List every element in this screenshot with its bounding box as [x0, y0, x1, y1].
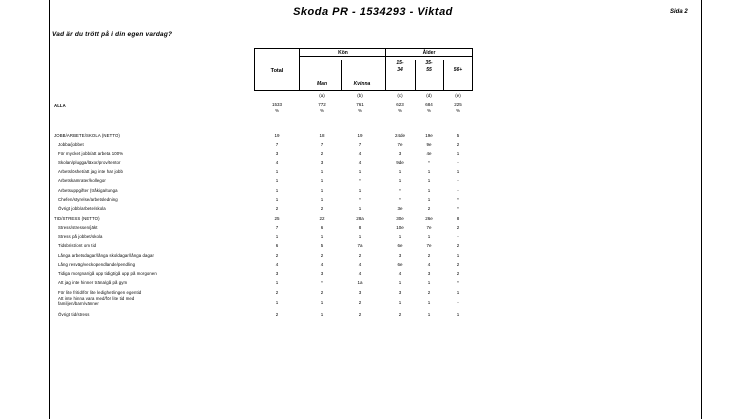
table-cell: 1	[358, 234, 362, 239]
table-cell: 28a	[356, 216, 364, 221]
table-cell: 1	[275, 188, 279, 193]
table-cell: 3	[320, 160, 324, 165]
table-cell: 6e	[397, 262, 403, 267]
table-cell: 3e	[397, 206, 403, 211]
alla-percent: %	[398, 108, 402, 113]
table-cell: -	[457, 178, 459, 183]
table-cell: 2	[358, 253, 362, 258]
table-cell: 2	[456, 243, 460, 248]
table-cell: 8	[358, 225, 362, 230]
table-cell: 2	[358, 312, 362, 317]
table-cell: 1	[456, 253, 460, 258]
table-cell: -	[457, 234, 459, 239]
header-35-55-b: 55	[426, 67, 432, 73]
table-cell: 2	[320, 151, 324, 156]
table-cell: 4	[275, 262, 279, 267]
table-cell: 1	[456, 169, 460, 174]
table-cell: 4	[358, 160, 362, 165]
table-cell: 1	[275, 300, 279, 305]
table-cell: 2	[320, 206, 324, 211]
table-cell: 3	[398, 151, 402, 156]
table-cell: 19	[274, 133, 280, 138]
alla-value: 225	[454, 102, 462, 107]
table-cell: *	[457, 206, 459, 211]
header-kon: Kön	[338, 50, 348, 56]
table-cell: 7	[358, 142, 362, 147]
table-cell: 7	[275, 142, 279, 147]
table-cell: 4	[275, 160, 279, 165]
alla-value: 623	[396, 102, 404, 107]
table-line	[254, 90, 473, 91]
table-cell: 22	[319, 216, 325, 221]
table-cell: 4	[358, 262, 362, 267]
row-label: Stress på jobbet/skola	[58, 234, 103, 239]
header-56: 56+	[453, 67, 463, 73]
table-cell: 2	[398, 312, 402, 317]
table-cell: 1	[398, 234, 402, 239]
table-cell: 1	[275, 234, 279, 239]
table-cell: 24de	[394, 133, 405, 138]
table-cell: *	[457, 197, 459, 202]
row-label: Jobba/jobbet	[58, 142, 84, 147]
table-line	[443, 60, 444, 90]
table-cell: 1	[456, 312, 460, 317]
row-label: Tidiga morgnar/gå upp tidigt/gå upp på morgonen	[58, 271, 157, 276]
table-cell: 1	[358, 188, 362, 193]
table-cell: 2	[275, 206, 279, 211]
table-cell: 7a	[357, 243, 363, 248]
header-alder: Ålder	[422, 50, 436, 56]
table-cell: 3	[398, 253, 402, 258]
table-cell: 19e	[425, 133, 433, 138]
column-letter: (a)	[319, 93, 325, 98]
table-line	[254, 48, 255, 91]
table-cell: 1	[275, 197, 279, 202]
row-label: Arbetskamrater/kollegor	[58, 178, 106, 183]
table-cell: 7	[275, 225, 279, 230]
row-label: Arbetsuppgifter (tråkiga/tunga	[58, 188, 118, 193]
page-border-right	[701, 0, 702, 419]
table-cell: 10e	[396, 225, 404, 230]
row-label: För mycket jobb/att arbeta 100%	[58, 151, 124, 156]
table-cell: 4	[398, 271, 402, 276]
table-cell: 1	[320, 312, 324, 317]
table-cell: -	[457, 188, 459, 193]
table-cell: 1	[456, 290, 460, 295]
table-cell: 1	[427, 234, 431, 239]
table-cell: 2	[275, 290, 279, 295]
row-label: Tidsbrist/ont om tid	[58, 243, 97, 248]
table-line	[299, 56, 472, 57]
table-cell: 4	[358, 271, 362, 276]
table-cell: 1	[320, 188, 324, 193]
table-cell: 26e	[425, 216, 433, 221]
table-cell: 2	[427, 253, 431, 258]
table-cell: 5	[320, 243, 324, 248]
page-border-left	[49, 0, 50, 419]
row-label: JOBB/ARBETE/SKOLA (NETTO)	[54, 133, 120, 138]
alla-percent: %	[275, 108, 279, 113]
table-cell: 1	[427, 197, 431, 202]
table-line	[299, 48, 300, 91]
row-label: TID/STRESS (NETTO)	[54, 216, 100, 221]
table-cell: *	[359, 197, 361, 202]
table-cell: 18	[319, 133, 325, 138]
table-cell: *	[359, 178, 361, 183]
table-cell: -	[457, 160, 459, 165]
table-cell: 7e	[426, 243, 432, 248]
table-cell: 25	[274, 216, 280, 221]
table-cell: *	[399, 197, 401, 202]
alla-percent: %	[320, 108, 324, 113]
table-cell: 3	[275, 151, 279, 156]
table-cell: *	[399, 188, 401, 193]
row-label-line: Att inte hinna vara med/för lite tid med	[58, 296, 135, 301]
table-cell: 1	[398, 280, 402, 285]
table-line	[415, 60, 416, 90]
table-cell: 1	[427, 178, 431, 183]
page-number: Sida 2	[670, 9, 688, 15]
column-letter: (d)	[426, 93, 432, 98]
table-cell: 19	[357, 133, 363, 138]
row-label: Övrigt tid/stress	[58, 312, 90, 317]
table-cell: *	[457, 280, 459, 285]
table-cell: 2	[427, 206, 431, 211]
table-cell: 4	[427, 262, 431, 267]
header-total: Total	[270, 68, 284, 74]
table-cell: 1	[358, 206, 362, 211]
table-cell: 1	[427, 312, 431, 317]
table-cell: 2	[320, 253, 324, 258]
table-cell: 1	[398, 169, 402, 174]
report-title: Skoda PR - 1534293 - Viktad	[293, 6, 453, 18]
alla-value: 684	[425, 102, 433, 107]
row-label: För lite fritid/för lite ledighet/ingen egentid	[58, 290, 142, 295]
table-cell: 2	[358, 300, 362, 305]
row-label	[58, 296, 134, 306]
column-letter: (e)	[455, 93, 461, 98]
table-cell: 7e	[397, 142, 403, 147]
alla-value: 1533	[271, 102, 282, 107]
table-cell: 4	[358, 151, 362, 156]
header-35-55-a: 35-	[425, 60, 433, 66]
table-cell: 9de	[396, 160, 404, 165]
row-label: Chefen/styrelse/arbetsledning	[58, 197, 118, 202]
table-cell: 1	[320, 178, 324, 183]
table-cell: 3	[320, 271, 324, 276]
row-label: Skolan/plugga/läxor/prov/tentor	[58, 160, 121, 165]
table-cell: 1	[427, 300, 431, 305]
table-cell: -	[457, 300, 459, 305]
table-cell: 1	[275, 169, 279, 174]
table-cell: 1	[398, 300, 402, 305]
table-cell: 7e	[426, 225, 432, 230]
header-15-34-b: 34	[397, 67, 403, 73]
header-15-34-a: 15-	[396, 60, 404, 66]
alla-percent: %	[456, 108, 460, 113]
table-cell: 1	[275, 178, 279, 183]
table-cell: *	[321, 280, 323, 285]
table-cell: 2	[275, 312, 279, 317]
alla-value: 772	[318, 102, 326, 107]
row-label: Långa arbetsdagar/långa skoldagar/långa dagar	[58, 253, 154, 258]
table-cell: 3	[275, 271, 279, 276]
table-cell: 1a	[357, 280, 363, 285]
row-label: Att jag inte hinner träna/gå på gym	[58, 280, 128, 285]
table-cell: 2	[320, 290, 324, 295]
table-line	[341, 60, 342, 90]
table-cell: 1	[358, 169, 362, 174]
table-cell: 3	[427, 271, 431, 276]
table-cell: 6e	[397, 243, 403, 248]
table-cell: 30e	[396, 216, 404, 221]
row-label: Stress/stressen/jäkt	[58, 225, 98, 230]
table-cell: 4	[320, 262, 324, 267]
table-cell: 3	[358, 290, 362, 295]
table-line	[254, 48, 473, 49]
alla-value: 761	[356, 102, 364, 107]
table-cell: 1	[320, 234, 324, 239]
row-label: Arbetslöshet/att jag inte har jobb	[58, 169, 124, 174]
table-cell: 2	[456, 225, 460, 230]
table-cell: 1	[427, 169, 431, 174]
table-cell: 1	[427, 280, 431, 285]
table-cell: 2	[456, 271, 460, 276]
table-cell: 2	[456, 142, 460, 147]
table-cell: 1	[320, 300, 324, 305]
table-cell: 6	[275, 243, 279, 248]
table-cell: 4e	[426, 151, 432, 156]
header-kvinna: Kvinna	[353, 81, 371, 87]
table-line	[385, 48, 386, 91]
table-cell: 1	[320, 169, 324, 174]
header-man: Man	[317, 81, 327, 87]
alla-percent: %	[427, 108, 431, 113]
table-cell: 7	[320, 142, 324, 147]
table-line	[472, 48, 473, 91]
table-cell: 2	[427, 290, 431, 295]
question-text: Vad är du trött på i din egen vardag?	[52, 31, 173, 38]
row-label-line: familjen/barn/vänner	[58, 301, 99, 306]
table-cell: 1	[456, 151, 460, 156]
column-letter: (c)	[397, 93, 403, 98]
table-cell: *	[428, 160, 430, 165]
row-label: Övrigt jobb/arbete/skola	[58, 206, 106, 211]
alla-percent: %	[358, 108, 362, 113]
table-cell: 1	[398, 178, 402, 183]
table-cell: 8	[456, 216, 460, 221]
table-cell: 1	[320, 197, 324, 202]
row-label: Lång resväg/veckopendlande/pendling	[58, 262, 136, 267]
table-cell: 6	[320, 225, 324, 230]
table-cell: 3	[398, 290, 402, 295]
table-cell: 2	[275, 253, 279, 258]
table-cell: 1	[427, 188, 431, 193]
table-cell: 2	[456, 262, 460, 267]
row-label-alla: ALLA	[54, 103, 66, 108]
column-letter: (b)	[357, 93, 363, 98]
table-cell: 9e	[426, 142, 432, 147]
table-cell: 5	[456, 133, 460, 138]
table-cell: 1	[275, 280, 279, 285]
